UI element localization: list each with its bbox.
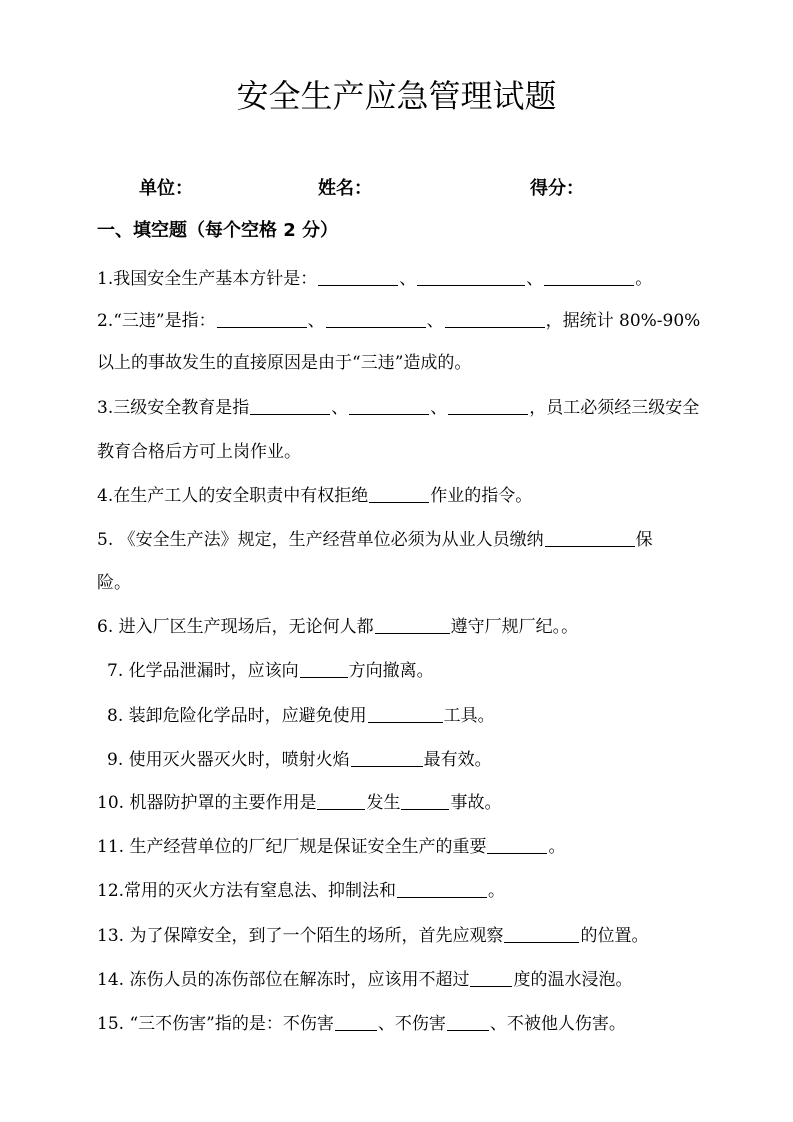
question-text-end: 、不被他人伤害。 [489, 1014, 626, 1034]
document-title: 安全生产应急管理试题 [236, 77, 557, 115]
question-text: 4.在生产工人的安全职责中有权拒绝 [97, 486, 369, 506]
question-text-mid: 发生 [366, 793, 401, 813]
question-15 [97, 1002, 747, 1046]
question-text: 11. 生产经营单位的厂纪厂规是保证安全生产的重要 [97, 837, 487, 857]
question-2-continuation: 以上的事故发生的直接原因是由于“三违”造成的。 [97, 353, 472, 373]
question-text: 6. 进入厂区生产现场后，无论何人都 [97, 617, 374, 637]
answer-blank[interactable] [545, 526, 635, 547]
question-text-end: 遵守厂规厂纪。。 [450, 617, 579, 637]
answer-blank[interactable] [448, 394, 528, 415]
question-text-mid: 、不伤害 [377, 1014, 446, 1034]
question-1 [97, 257, 747, 301]
unit-label: 单位： [139, 178, 193, 199]
section-heading: 一、填空题（每个空格 2 分） [97, 220, 339, 241]
question-text: 2.“三违”是指： [97, 311, 216, 331]
question-text: 12.常用的灭火方法有窒息法、抑制法和 [97, 881, 397, 901]
question-2 [97, 299, 747, 343]
answer-blank[interactable] [335, 1010, 377, 1031]
answer-blank[interactable] [401, 789, 449, 810]
answer-blank[interactable] [487, 833, 547, 854]
answer-blank[interactable] [300, 657, 348, 678]
question-text: 8. 装卸危险化学品时，应避免使用 [107, 706, 367, 726]
question-text-end: 事故。 [450, 793, 502, 813]
answer-blank[interactable] [544, 265, 634, 286]
question-text-end: 方向撤离。 [348, 661, 434, 681]
answer-blank[interactable] [447, 1010, 489, 1031]
question-3-continuation: 教育合格后方可上岗作业。 [97, 442, 301, 462]
answer-blank[interactable] [397, 877, 487, 898]
question-text: 7. 化学品泄漏时，应该向 [107, 661, 299, 681]
question-text-end: ，据统计 80%-90% [545, 311, 701, 331]
question-4 [97, 474, 747, 518]
question-5 [97, 518, 747, 562]
question-text: 10. 机器防护罩的主要作用是 [97, 793, 317, 813]
answer-blank[interactable] [351, 746, 423, 767]
question-text: 3.三级安全教育是指 [97, 398, 250, 418]
question-12 [97, 869, 747, 913]
separator: 、 [331, 398, 349, 418]
question-text-end: 。 [548, 837, 566, 857]
answer-blank[interactable] [504, 922, 579, 943]
answer-blank[interactable] [375, 613, 450, 634]
question-14 [97, 958, 747, 1002]
question-text: 9. 使用灭火器灭火时，喷射火焰 [107, 750, 350, 770]
question-3 [97, 386, 747, 430]
question-text-end: 。 [488, 881, 506, 901]
question-11 [97, 825, 747, 869]
question-9 [107, 738, 757, 782]
info-row [0, 174, 793, 202]
question-text: 1.我国安全生产基本方针是： [97, 269, 318, 289]
answer-blank[interactable] [250, 394, 330, 415]
question-text-end: 最有效。 [423, 750, 492, 770]
answer-blank[interactable] [368, 702, 443, 723]
answer-blank[interactable] [217, 307, 307, 328]
separator: 、 [307, 311, 325, 331]
question-6 [97, 605, 747, 649]
question-text: 5. 《安全生产法》规定，生产经营单位必须为从业人员缴纳 [97, 530, 544, 550]
answer-blank[interactable] [318, 265, 398, 286]
name-label: 姓名： [318, 178, 372, 199]
question-5-continuation: 险。 [97, 573, 131, 593]
question-text-end: 保 [635, 530, 653, 550]
question-13 [97, 914, 747, 958]
question-8 [107, 694, 757, 738]
question-text: 14. 冻伤人员的冻伤部位在解冻时，应该用不超过 [97, 970, 470, 990]
question-text: 15. “三不伤害”指的是：不伤害 [97, 1014, 334, 1034]
question-text-end: 度的温水浸泡。 [513, 970, 633, 990]
answer-blank[interactable] [369, 482, 429, 503]
answer-blank[interactable] [317, 789, 365, 810]
answer-blank[interactable] [445, 307, 545, 328]
answer-blank[interactable] [349, 394, 429, 415]
question-text-end: 作业的指令。 [430, 486, 533, 506]
question-text-end: 。 [635, 269, 653, 289]
separator: 、 [399, 269, 417, 289]
question-text-end: 工具。 [443, 706, 495, 726]
answer-blank[interactable] [470, 966, 512, 987]
question-text-end: 的位置。 [580, 926, 649, 946]
answer-blank[interactable] [326, 307, 426, 328]
separator: 、 [430, 398, 448, 418]
question-7 [107, 649, 757, 693]
question-10 [97, 781, 747, 825]
question-text-end: ，员工必须经三级安全 [529, 398, 700, 418]
score-label: 得分： [530, 178, 584, 199]
question-text: 13. 为了保障安全，到了一个陌生的场所，首先应观察 [97, 926, 504, 946]
answer-blank[interactable] [417, 265, 525, 286]
separator: 、 [526, 269, 544, 289]
separator: 、 [426, 311, 444, 331]
